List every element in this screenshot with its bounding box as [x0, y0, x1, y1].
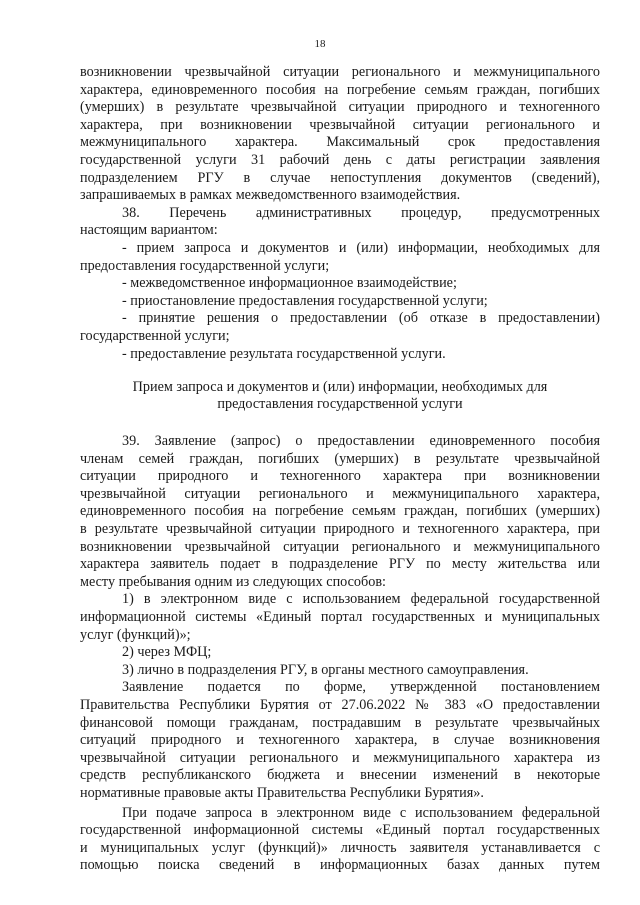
paragraph-39-line: чрезвычайной ситуации регионального и межмуниципального характера, [80, 485, 600, 502]
paragraph-39-line: возникновении чрезвычайной ситуации регионального и межмуниципального [80, 538, 600, 555]
form-paragraph-line: ситуаций природного и техногенного характера, в случае возникновения [80, 732, 600, 749]
procedure-list-item: - межведомственное информационное взаимодействие; [122, 275, 457, 292]
submission-way-item: 2) через МФЦ; [122, 644, 212, 661]
text-line: запрашиваемых в рамках межведомственного взаимодействия. [80, 187, 461, 204]
procedure-list-item: - прием запроса и документов и (или) информации, необходимых для [122, 239, 600, 256]
paragraph-39-line: месту пребывания одним из следующих способов: [80, 573, 386, 590]
text-line: подразделением РГУ в случае непоступления документов (сведений), [80, 169, 600, 186]
procedure-list-item: государственной услуги; [80, 327, 230, 344]
form-paragraph-line: чрезвычайной ситуации регионального и межмуниципального характера из [80, 749, 600, 766]
text-line: (умерших) в результате чрезвычайной ситуации природного и техногенного [80, 99, 600, 116]
page-number: 18 [314, 38, 326, 50]
electronic-paragraph-line: помощью поиска сведений в информационных базах данных путем [80, 857, 600, 874]
form-paragraph-line: средств республиканского бюджета и внесении изменений в некоторые [80, 767, 600, 784]
paragraph-38-line: 38. Перечень административных процедур, предусмотренных [122, 204, 600, 221]
text-line: межмуниципального характера. Максимальный срок предоставления [80, 134, 600, 151]
section-heading-line: Прием запроса и документов и (или) информации, необходимых для [132, 379, 548, 396]
paragraph-39-line: 39. Заявление (запрос) о предоставлении единовременного пособия [122, 433, 600, 450]
section-heading [100, 379, 580, 413]
form-paragraph-line: нормативные правовые акты Правительства Республики Бурятия». [80, 784, 484, 801]
text-line: характера, единовременного пособия на погребение семьям граждан, погибших [80, 81, 600, 98]
form-paragraph-line: Заявление подается по форме, утвержденной постановлением [122, 679, 600, 696]
procedure-list-item: предоставления государственной услуги; [80, 257, 330, 274]
paragraph-39-line: ситуации природного и техногенного характера при возникновении [80, 468, 600, 485]
electronic-paragraph-line: и муниципальных услуг (функций)» личность заявителя устанавливается с [80, 839, 600, 856]
submission-way-item: информационной системы «Единый портал государственных и муниципальных [80, 609, 600, 626]
form-paragraph-line: финансовой помощи гражданам, пострадавшим в результате чрезвычайных [80, 714, 600, 731]
procedure-list-item: - принятие решения о предоставлении (об отказе в предоставлении) [122, 310, 600, 327]
procedure-list-item: - приостановление предоставления государственной услуги; [122, 292, 488, 309]
form-paragraph-line: Правительства Республики Бурятия от 27.06.2022 № 383 «О предоставлении [80, 697, 600, 713]
submission-way-item: 1) в электронном виде с использованием федеральной государственной [122, 591, 600, 608]
text-line: государственной услуги 31 рабочий день с даты регистрации заявления [80, 151, 600, 168]
text-line: характера, при возникновении чрезвычайной ситуации регионального и [80, 116, 600, 133]
electronic-paragraph-line: государственной информационной системы «Единый портал государственных [80, 822, 600, 839]
paragraph-39-line: характера заявитель подает в подразделение РГУ по месту жительства или [80, 556, 600, 573]
electronic-paragraph-line: При подаче запроса в электронном виде с использованием федеральной [122, 804, 600, 821]
document-body [80, 64, 600, 875]
procedure-list-item: - предоставление результата государственной услуги. [122, 345, 446, 362]
paragraph-39-line: в результате чрезвычайной ситуации природного и техногенного характера, при [80, 521, 600, 538]
submission-way-item: 3) лично в подразделения РГУ, в органы местного самоуправления. [122, 661, 529, 678]
submission-way-item: услуг (функций)»; [80, 626, 191, 643]
section-heading-line: предоставления государственной услуги [217, 396, 463, 413]
paragraph-39-line: единовременного пособия на погребение семьям граждан, погибших (умерших) [80, 503, 600, 520]
paragraph-38-line: настоящим вариантом: [80, 222, 218, 239]
text-line: возникновении чрезвычайной ситуации регионального и межмуниципального [80, 64, 600, 80]
paragraph-39-line: членам семей граждан, погибших (умерших) в результате чрезвычайной [80, 450, 600, 467]
